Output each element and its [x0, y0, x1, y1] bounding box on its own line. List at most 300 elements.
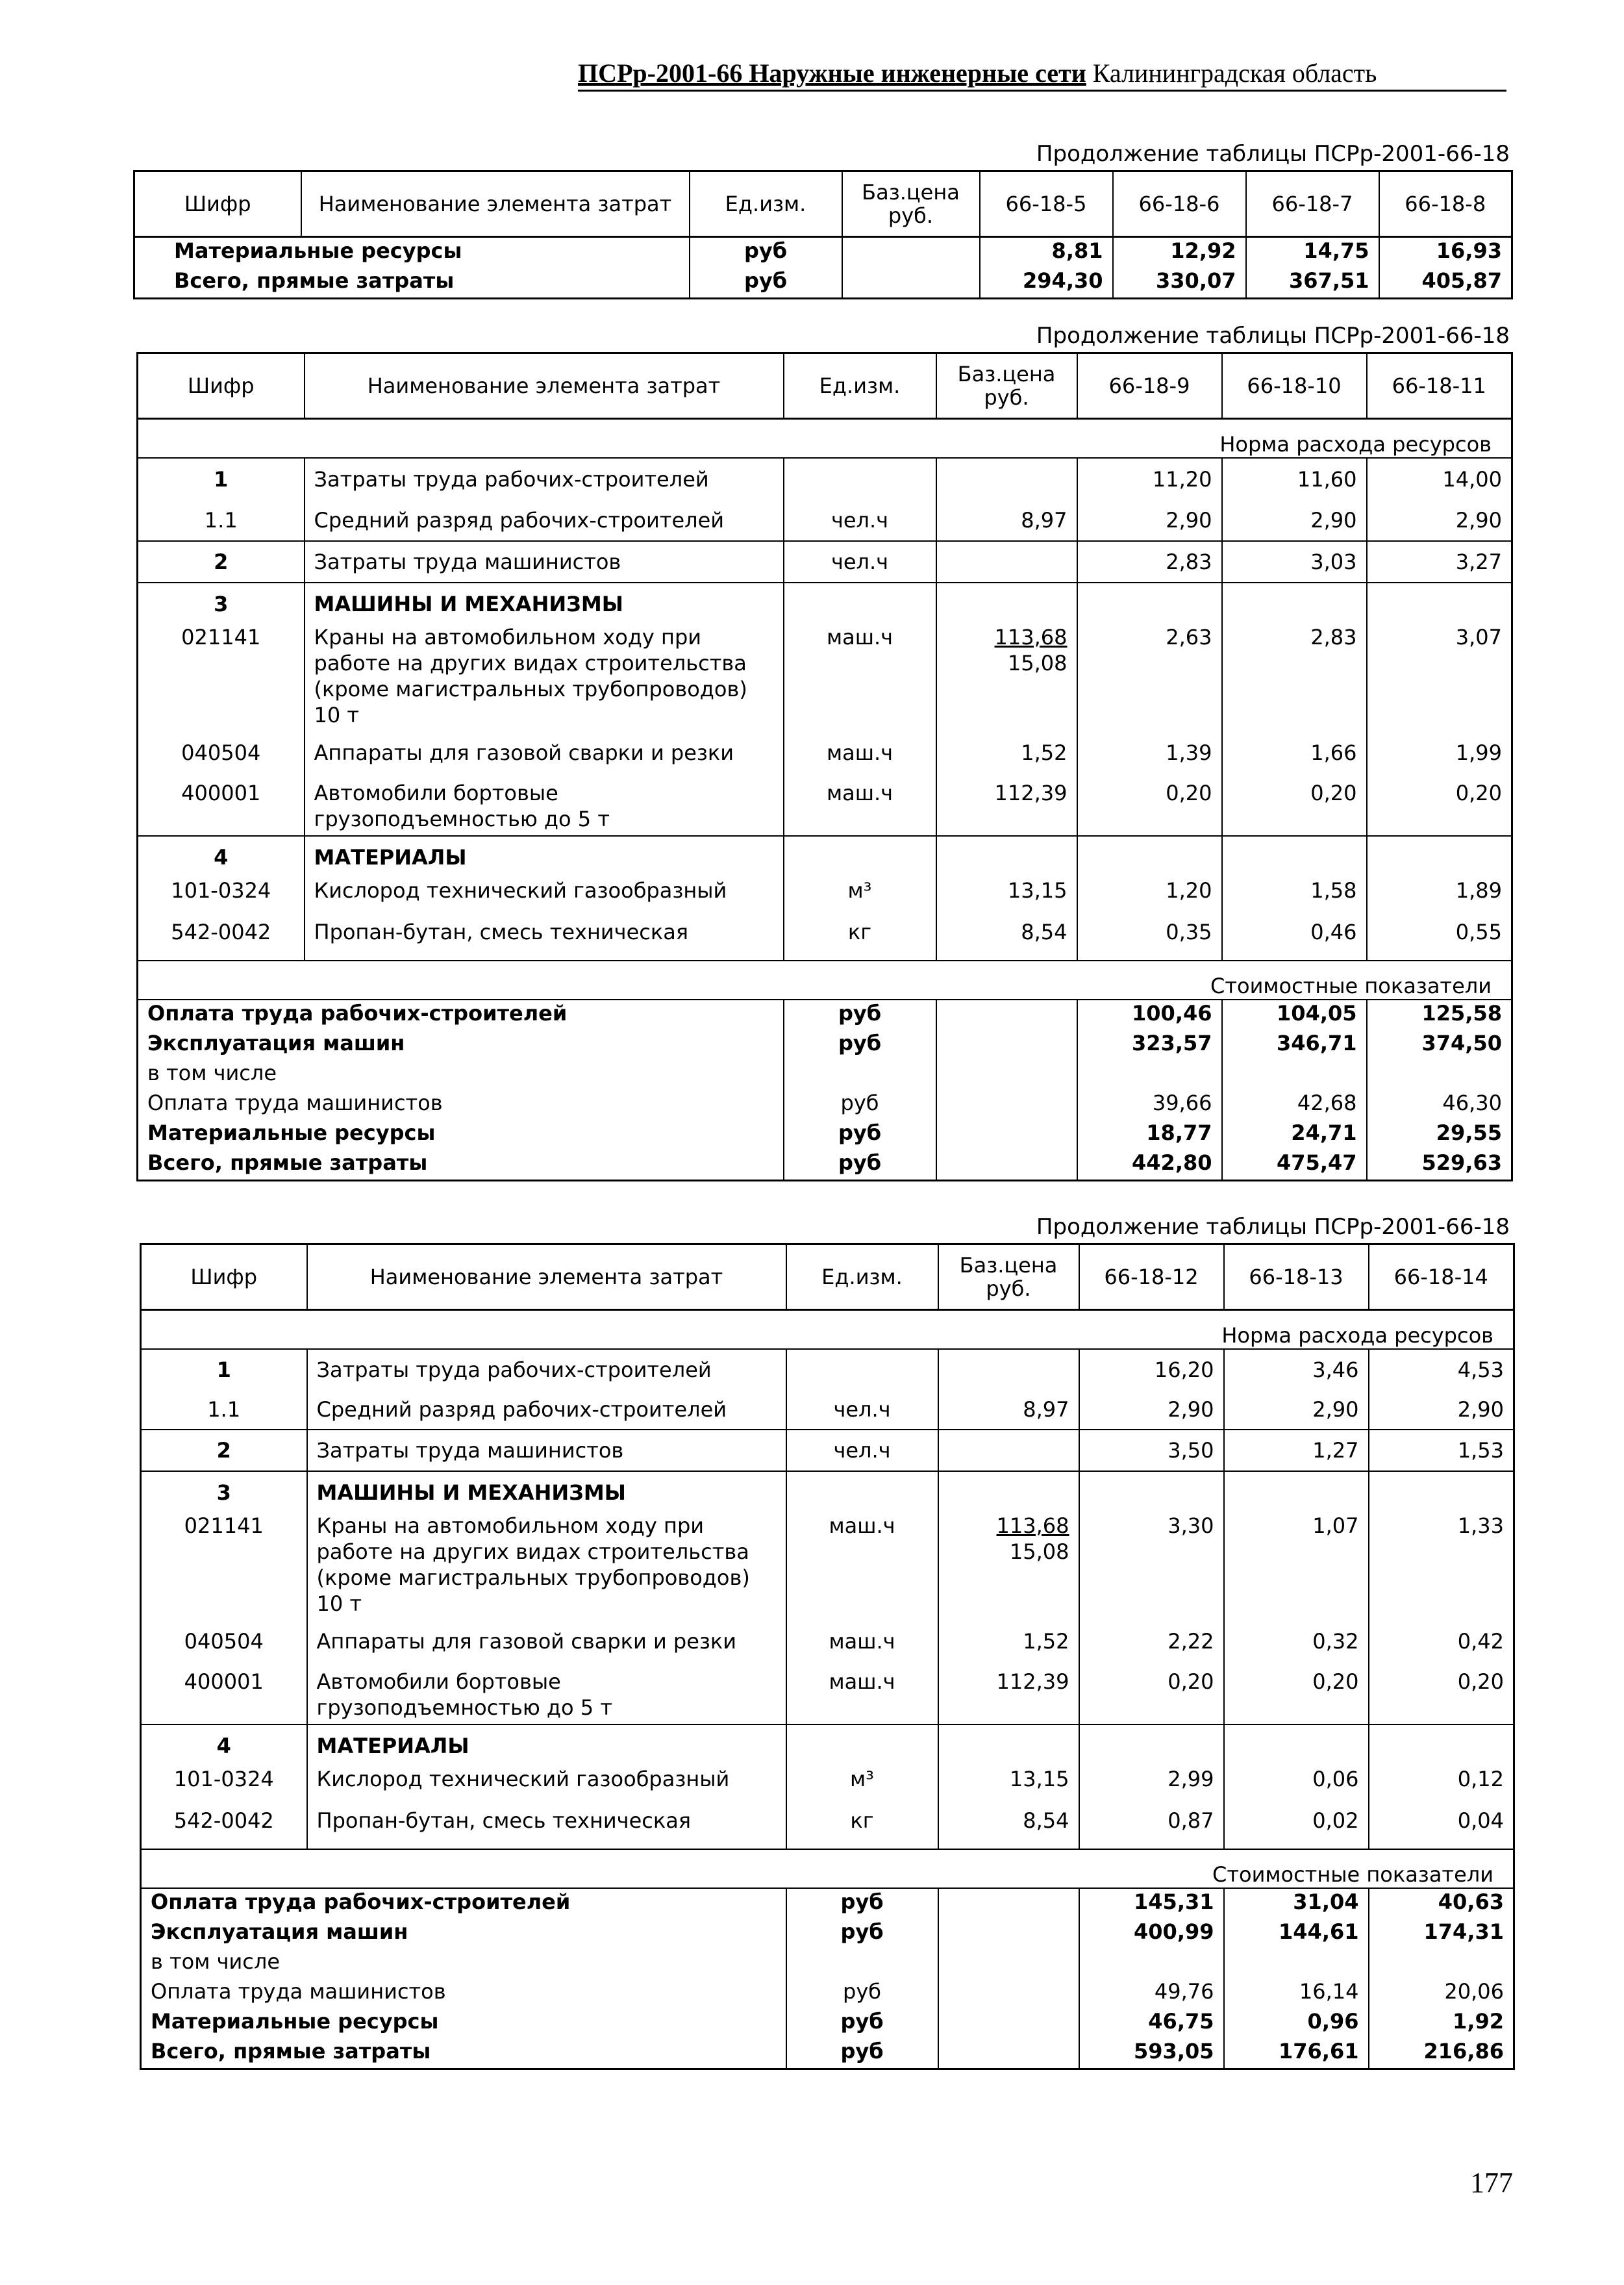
row-name: Средний разряд рабочих-строителей — [307, 1389, 786, 1430]
cost-value: 49,76 — [1079, 1978, 1224, 2008]
row-value: 3,07 — [1455, 625, 1502, 650]
row-code: 3 — [141, 1471, 307, 1513]
section-cost-label: Стоимостные показатели — [138, 961, 1512, 1000]
cost-value: 42,68 — [1222, 1090, 1367, 1120]
row-value: 1,99 — [1455, 740, 1502, 765]
row-value: 0,20 — [1079, 1669, 1224, 1724]
row-code: 1.1 — [207, 1396, 241, 1422]
table-row — [138, 919, 1512, 961]
cost-value — [1077, 1060, 1222, 1090]
table-row — [141, 1808, 1514, 1849]
header-name: Наименование элемента затрат — [301, 171, 690, 237]
header-code: Шифр — [134, 171, 301, 237]
row-price — [938, 1471, 1079, 1513]
cost-value: 20,06 — [1444, 1979, 1504, 2004]
row-value: 0,20 — [1224, 1669, 1369, 1724]
table-row — [141, 2008, 1514, 2038]
row-value: 16,93 — [1436, 238, 1502, 263]
cost-value: 29,55 — [1436, 1120, 1502, 1145]
row-value — [1077, 583, 1222, 624]
cost-unit: руб — [786, 1919, 938, 1949]
row-value — [1079, 1724, 1224, 1766]
row-name-line: Автомобили бортовые — [316, 1669, 561, 1694]
row-code: 542-0042 — [171, 920, 271, 944]
continuation-caption-3: Продолжение таблицы ПСРр-2001-66-18 — [1036, 1214, 1510, 1240]
row-value: 2,90 — [1222, 499, 1367, 541]
row-value: 330,07 — [1113, 268, 1246, 299]
row-unit: руб — [690, 268, 842, 299]
row-value: 0,46 — [1222, 919, 1367, 961]
row-name-line: 10 т — [316, 1591, 362, 1616]
section-norm — [141, 1310, 1514, 1350]
row-price — [938, 1513, 1079, 1628]
row-name-line: Краны на автомобильном ходу при — [314, 625, 702, 650]
row-value: 4,53 — [1457, 1357, 1504, 1382]
continuation-caption-2: Продолжение таблицы ПСРр-2001-66-18 — [1036, 323, 1510, 349]
row-unit — [784, 583, 936, 624]
row-value — [1224, 1724, 1369, 1766]
price-bottom: 15,08 — [1007, 651, 1068, 675]
row-value: 8,81 — [980, 237, 1113, 268]
row-name: МАШИНЫ И МЕХАНИЗМЫ — [307, 1471, 786, 1513]
row-value: 0,20 — [1457, 1669, 1504, 1694]
row-value — [1222, 836, 1367, 877]
header-col: 66-18-9 — [1077, 353, 1222, 419]
row-price — [936, 836, 1077, 877]
cost-value: 46,30 — [1442, 1091, 1502, 1115]
base-price-line-1: Баз.цена — [957, 362, 1056, 386]
row-value: 1,53 — [1369, 1430, 1514, 1471]
row-value: 0,20 — [1222, 780, 1367, 836]
cost-unit: руб — [786, 1978, 938, 2008]
price-top: 113,68 — [994, 625, 1068, 650]
header-col: 66-18-12 — [1079, 1244, 1224, 1310]
row-value: 0,20 — [1455, 781, 1502, 805]
cost-name: Всего, прямые затраты — [151, 2039, 431, 2064]
row-value: 1,33 — [1457, 1513, 1504, 1538]
cost-value: 529,63 — [1421, 1150, 1502, 1175]
row-value: 2,99 — [1079, 1766, 1224, 1808]
row-value — [1077, 836, 1222, 877]
table-2-header — [138, 353, 1512, 419]
cost-value: 144,61 — [1224, 1919, 1369, 1949]
page-header — [578, 57, 1506, 92]
cost-value: 174,31 — [1423, 1919, 1504, 1944]
row-name — [307, 1513, 786, 1628]
row-unit: чел.ч — [784, 541, 936, 583]
row-value — [1079, 1471, 1224, 1513]
row-value: 1,66 — [1222, 740, 1367, 780]
row-name: Затраты труда рабочих-строителей — [307, 1349, 786, 1389]
row-unit: маш.ч — [786, 1628, 938, 1669]
row-value: 12,92 — [1113, 237, 1246, 268]
row-price: 112,39 — [936, 780, 1077, 836]
row-value: 3,46 — [1224, 1349, 1369, 1389]
cost-value: 475,47 — [1222, 1150, 1367, 1181]
row-name — [305, 624, 784, 740]
cost-value: 374,50 — [1421, 1031, 1502, 1055]
row-value: 2,90 — [1079, 1389, 1224, 1430]
row-value: 0,12 — [1457, 1767, 1504, 1791]
row-value: 367,51 — [1246, 268, 1379, 299]
base-price-line-2: руб. — [888, 203, 934, 228]
row-unit — [786, 1471, 938, 1513]
row-value: 3,50 — [1079, 1430, 1224, 1471]
cost-value: 40,63 — [1438, 1889, 1504, 1914]
cost-unit: руб — [784, 1000, 936, 1030]
row-name: Затраты труда машинистов — [305, 541, 784, 583]
row-value — [1369, 1724, 1514, 1766]
row-value: 14,75 — [1246, 237, 1379, 268]
cost-name: Материальные ресурсы — [151, 2009, 439, 2034]
header-col: 66-18-8 — [1379, 171, 1512, 237]
cost-price — [936, 1150, 1077, 1181]
table-1-header — [134, 171, 1512, 237]
cost-value: 442,80 — [1077, 1150, 1222, 1181]
row-value: 0,87 — [1079, 1808, 1224, 1849]
row-name: Пропан-бутан, смесь техническая — [305, 919, 784, 961]
table-row — [138, 1120, 1512, 1150]
table-row — [141, 1628, 1514, 1669]
row-value: 3,03 — [1222, 541, 1367, 583]
row-value: 1,39 — [1077, 740, 1222, 780]
row-unit — [784, 458, 936, 499]
row-unit: м³ — [786, 1766, 938, 1808]
cost-name: Эксплуатация машин — [147, 1031, 405, 1055]
row-unit — [786, 1724, 938, 1766]
row-value: 0,02 — [1224, 1808, 1369, 1849]
base-price-line-1: Баз.цена — [959, 1253, 1058, 1278]
table-row — [141, 1430, 1514, 1471]
base-price-line-1: Баз.цена — [862, 180, 960, 205]
header-base-price — [938, 1244, 1079, 1310]
cost-value: 24,71 — [1222, 1120, 1367, 1150]
cost-value: 18,77 — [1077, 1120, 1222, 1150]
cost-value: 125,58 — [1421, 1001, 1502, 1026]
row-code: 400001 — [181, 781, 261, 805]
row-value: 3,30 — [1079, 1513, 1224, 1628]
row-code: 101-0324 — [173, 1767, 274, 1791]
table-row — [141, 1669, 1514, 1724]
row-code: 1 — [216, 1357, 231, 1382]
row-unit: чел.ч — [784, 499, 936, 541]
table-row — [134, 237, 1512, 268]
row-unit: чел.ч — [786, 1430, 938, 1471]
cost-price — [936, 1090, 1077, 1120]
table-row — [138, 1150, 1512, 1181]
cost-unit — [786, 1949, 938, 1978]
row-value: 0,35 — [1077, 919, 1222, 961]
row-value: 0,42 — [1457, 1629, 1504, 1654]
row-value: 1,27 — [1224, 1430, 1369, 1471]
row-value: 14,00 — [1442, 466, 1502, 492]
row-name-line: работе на других видах строительства — [314, 651, 747, 675]
row-value: 0,55 — [1455, 920, 1502, 944]
table-row — [138, 780, 1512, 836]
cost-price — [938, 1978, 1079, 2008]
row-name: Затраты труда рабочих-строителей — [305, 458, 784, 499]
section-cost — [138, 961, 1512, 1000]
row-value — [1222, 583, 1367, 624]
row-name: МАШИНЫ И МЕХАНИЗМЫ — [305, 583, 784, 624]
table-row — [141, 1471, 1514, 1513]
row-code: 2 — [141, 1430, 307, 1471]
row-code: 040504 — [181, 740, 261, 765]
row-name: Всего, прямые затраты — [174, 268, 455, 293]
table-row — [141, 1724, 1514, 1766]
table-1 — [133, 170, 1513, 299]
row-name: МАТЕРИАЛЫ — [307, 1724, 786, 1766]
cost-name: в том числе — [147, 1061, 277, 1085]
cost-price — [938, 1949, 1079, 1978]
row-unit: маш.ч — [786, 1513, 938, 1628]
cost-price — [936, 1120, 1077, 1150]
row-price — [936, 458, 1077, 499]
header-col: 66-18-10 — [1222, 353, 1367, 419]
row-value: 1,07 — [1224, 1513, 1369, 1628]
row-price: 8,54 — [938, 1808, 1079, 1849]
row-unit: кг — [784, 919, 936, 961]
cost-price — [938, 1888, 1079, 1919]
cost-unit: руб — [786, 2038, 938, 2069]
row-price: 112,39 — [938, 1669, 1079, 1724]
cost-name: Всего, прямые затраты — [147, 1150, 428, 1175]
row-unit: руб — [690, 237, 842, 268]
cost-value: 39,66 — [1077, 1090, 1222, 1120]
continuation-caption-1: Продолжение таблицы ПСРр-2001-66-18 — [1036, 141, 1510, 167]
cost-name: Оплата труда рабочих-строителей — [151, 1889, 571, 1914]
row-value: 3,27 — [1367, 541, 1512, 583]
row-name: Затраты труда машинистов — [307, 1430, 786, 1471]
row-value: 1,20 — [1077, 877, 1222, 919]
cost-value: 104,05 — [1222, 1000, 1367, 1030]
cost-name: Оплата труда рабочих-строителей — [147, 1001, 568, 1026]
cost-value: 31,04 — [1224, 1888, 1369, 1919]
row-value: 11,60 — [1222, 458, 1367, 499]
row-code: 4 — [138, 836, 305, 877]
cost-name: в том числе — [151, 1949, 280, 1974]
row-code: 040504 — [184, 1629, 264, 1654]
row-code: 1 — [214, 466, 229, 492]
header-col: 66-18-13 — [1224, 1244, 1369, 1310]
base-price-line-2: руб. — [984, 385, 1029, 410]
header-col: 66-18-5 — [980, 171, 1113, 237]
cost-value — [1079, 1949, 1224, 1978]
row-price: 13,15 — [936, 877, 1077, 919]
cost-value: 216,86 — [1423, 2039, 1504, 2064]
section-norm — [138, 419, 1512, 459]
cost-unit: руб — [786, 1888, 938, 1919]
row-value — [1367, 836, 1512, 877]
row-price: 1,52 — [936, 740, 1077, 780]
table-row — [138, 836, 1512, 877]
header-col: 66-18-14 — [1369, 1244, 1514, 1310]
cost-unit: руб — [784, 1120, 936, 1150]
table-row — [138, 1000, 1512, 1030]
row-value: 2,90 — [1224, 1389, 1369, 1430]
header-unit: Ед.изм. — [786, 1244, 938, 1310]
row-price: 1,52 — [938, 1628, 1079, 1669]
cost-unit: руб — [784, 1090, 936, 1120]
table-2 — [136, 352, 1513, 1181]
row-name-line: (кроме магистральных трубопроводов) — [316, 1565, 750, 1590]
row-price — [842, 268, 980, 299]
row-unit: маш.ч — [784, 780, 936, 836]
row-unit: кг — [786, 1808, 938, 1849]
cost-value: 0,96 — [1224, 2008, 1369, 2038]
cost-price — [938, 2038, 1079, 2069]
cost-price — [936, 1030, 1077, 1060]
row-unit: чел.ч — [786, 1389, 938, 1430]
row-price — [936, 583, 1077, 624]
row-value: 2,90 — [1457, 1396, 1504, 1422]
row-value — [1224, 1471, 1369, 1513]
row-price — [936, 624, 1077, 740]
row-value: 0,32 — [1224, 1628, 1369, 1669]
table-row — [138, 541, 1512, 583]
row-value: 294,30 — [980, 268, 1113, 299]
cost-value — [1222, 1060, 1367, 1090]
cost-name: Оплата труда машинистов — [151, 1979, 446, 2004]
row-value: 2,90 — [1455, 507, 1502, 533]
table-row — [141, 1349, 1514, 1389]
row-name — [305, 780, 784, 836]
header-unit: Ед.изм. — [784, 353, 936, 419]
table-row — [141, 1949, 1514, 1978]
row-value: 2,90 — [1077, 499, 1222, 541]
section-cost-label: Стоимостные показатели — [141, 1849, 1514, 1888]
row-price — [938, 1724, 1079, 1766]
cost-unit: руб — [786, 2008, 938, 2038]
table-3 — [140, 1243, 1515, 2070]
row-code: 021141 — [181, 625, 261, 650]
header-base-price — [936, 353, 1077, 419]
cost-unit: руб — [784, 1030, 936, 1060]
row-name — [307, 1669, 786, 1724]
table-row — [141, 2038, 1514, 2069]
table-3-header — [141, 1244, 1514, 1310]
cost-value: 100,46 — [1077, 1000, 1222, 1030]
row-value: 0,04 — [1457, 1808, 1504, 1833]
row-name-line: 10 т — [314, 703, 360, 727]
row-price — [842, 237, 980, 268]
row-name: Пропан-бутан, смесь техническая — [307, 1808, 786, 1849]
row-code: 3 — [138, 583, 305, 624]
cost-value: 176,61 — [1224, 2038, 1369, 2069]
header-name: Наименование элемента затрат — [307, 1244, 786, 1310]
row-price: 8,97 — [936, 499, 1077, 541]
table-row — [138, 499, 1512, 541]
cost-value: 593,05 — [1079, 2038, 1224, 2069]
row-code: 4 — [141, 1724, 307, 1766]
cost-unit — [784, 1060, 936, 1090]
row-name: МАТЕРИАЛЫ — [305, 836, 784, 877]
cost-value: 1,92 — [1453, 2009, 1504, 2034]
header-name: Наименование элемента затрат — [305, 353, 784, 419]
cost-value: 145,31 — [1079, 1888, 1224, 1919]
row-value: 2,83 — [1077, 541, 1222, 583]
table-row — [134, 268, 1512, 299]
row-value — [1367, 583, 1512, 624]
row-unit — [786, 1349, 938, 1389]
table-row — [141, 1389, 1514, 1430]
cost-value — [1367, 1060, 1512, 1090]
cost-name: Оплата труда машинистов — [147, 1091, 443, 1115]
table-row — [141, 1766, 1514, 1808]
cost-unit: руб — [784, 1150, 936, 1181]
cost-value: 323,57 — [1077, 1030, 1222, 1060]
table-row — [138, 1090, 1512, 1120]
cost-value: 46,75 — [1079, 2008, 1224, 2038]
cost-name: Эксплуатация машин — [151, 1919, 408, 1944]
table-row — [138, 1060, 1512, 1090]
table-row — [138, 1030, 1512, 1060]
region-title: Калининградская область — [1092, 58, 1377, 88]
header-code: Шифр — [141, 1244, 307, 1310]
row-unit: маш.ч — [786, 1669, 938, 1724]
row-name-line: грузоподъемностью до 5 т — [314, 807, 610, 831]
row-value: 11,20 — [1077, 458, 1222, 499]
header-col: 66-18-7 — [1246, 171, 1379, 237]
row-code: 400001 — [184, 1669, 264, 1694]
row-value: 2,63 — [1077, 624, 1222, 740]
row-unit: м³ — [784, 877, 936, 919]
price-top: 113,68 — [996, 1513, 1069, 1538]
page-number: 177 — [1470, 2167, 1513, 2199]
cost-value: 400,99 — [1079, 1919, 1224, 1949]
cost-price — [936, 1000, 1077, 1030]
table-row — [141, 1978, 1514, 2008]
row-price: 8,54 — [936, 919, 1077, 961]
table-row — [138, 740, 1512, 780]
table-row — [138, 458, 1512, 499]
table-row — [141, 1888, 1514, 1919]
header-code: Шифр — [138, 353, 305, 419]
row-value: 405,87 — [1421, 268, 1502, 293]
table-row — [138, 583, 1512, 624]
table-row — [141, 1513, 1514, 1628]
cost-name: Материальные ресурсы — [147, 1120, 436, 1145]
table-row — [138, 877, 1512, 919]
row-value: 0,06 — [1224, 1766, 1369, 1808]
row-unit — [784, 836, 936, 877]
row-price: 8,97 — [938, 1389, 1079, 1430]
section-norm-label: Норма расхода ресурсов — [138, 419, 1512, 459]
row-name-line: Краны на автомобильном ходу при — [316, 1513, 705, 1538]
cost-price — [938, 2008, 1079, 2038]
table-row — [138, 624, 1512, 740]
row-code: 542-0042 — [173, 1808, 274, 1833]
row-name: Средний разряд рабочих-строителей — [305, 499, 784, 541]
row-value: 2,83 — [1222, 624, 1367, 740]
row-value: 1,89 — [1455, 878, 1502, 903]
row-value — [1369, 1471, 1514, 1513]
row-name-line: Автомобили бортовые — [314, 781, 558, 805]
base-price-line-2: руб. — [986, 1276, 1031, 1301]
row-price — [938, 1349, 1079, 1389]
row-unit: маш.ч — [784, 740, 936, 780]
cost-price — [936, 1060, 1077, 1090]
row-name: Аппараты для газовой сварки и резки — [305, 740, 784, 780]
document-title: ПСРр-2001-66 Наружные инженерные сети — [578, 58, 1086, 88]
row-name: Аппараты для газовой сварки и резки — [307, 1628, 786, 1669]
price-bottom: 15,08 — [1009, 1539, 1069, 1564]
row-code: 101-0324 — [171, 878, 271, 903]
row-value: 2,22 — [1079, 1628, 1224, 1669]
row-price: 13,15 — [938, 1766, 1079, 1808]
section-cost — [141, 1849, 1514, 1888]
section-norm-label: Норма расхода ресурсов — [141, 1310, 1514, 1350]
